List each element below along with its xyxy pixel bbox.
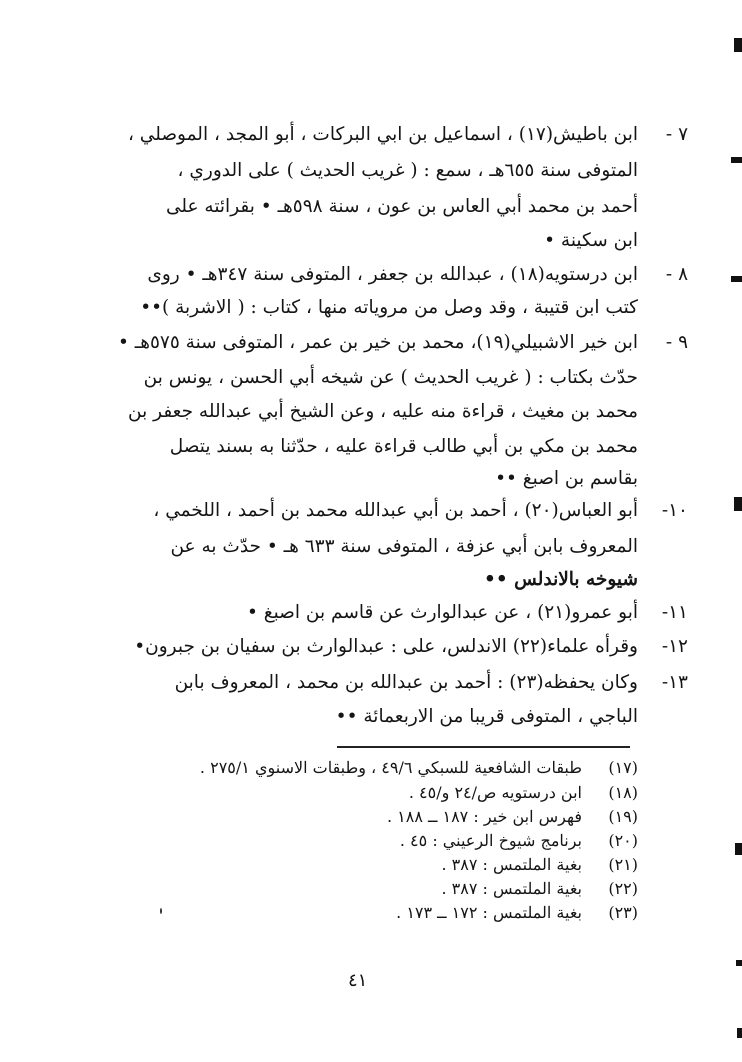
footnote-text: طبقات الشافعية للسبكي ٤٩/٦ ، وطبقات الاسنوي ٢٧٥/١ . <box>199 758 582 777</box>
footnote-number: (٢٣) <box>608 903 638 922</box>
footnote-number: (٢١) <box>608 855 638 874</box>
entry-number: ٧ - <box>665 124 688 145</box>
footnote-text: فهرس ابن خير : ١٨٧ ــ ١٨٨ . <box>386 807 582 826</box>
entry-number: ١٢- <box>661 636 688 657</box>
entry-line: المعروف بابن أبي عزفة ، المتوفى سنة ٦٣٣ هـ • حدّث به عن <box>170 536 638 557</box>
entry-line: الباجي ، المتوفى قريبا من الاربعمائة •• <box>335 706 638 727</box>
entry-line: ابن باطيش(١٧) ، اسماعيل بن ابي البركات ، أبو المجد ، الموصلي ، <box>127 124 638 145</box>
entry-number: ٨ - <box>665 264 688 285</box>
scan-edge-mark <box>737 1028 742 1038</box>
scan-edge-mark <box>735 843 742 855</box>
footnote-text: بغية الملتمس : ٣٨٧ . <box>441 879 582 898</box>
entry-line: محمد بن مغيث ، قراءة منه عليه ، وعن الشيخ أبي عبدالله جعفر بن <box>128 401 638 422</box>
entry-line: أبو العباس(٢٠) ، أحمد بن أبي عبدالله محمد بن أحمد ، اللخمي ، <box>153 500 638 521</box>
entry-line: بقاسم بن اصبغ •• <box>495 468 638 489</box>
scan-speck <box>160 908 162 914</box>
entry-number: ١١- <box>661 602 688 623</box>
entry-line: حدّث بكتاب : ( غريب الحديث ) عن شيخه أبي الحسن ، يونس بن <box>143 367 638 388</box>
page-number: ٤١ <box>348 970 368 991</box>
footnote-number: (٢٢) <box>608 879 638 898</box>
footnote-text: ابن درستويه ص/٢٤ و/٤٥ . <box>408 783 582 802</box>
entry-line: محمد بن مكي بن أبي طالب قراءة عليه ، حدّثنا به بسند يتصل <box>169 436 638 457</box>
footnote-number: (٢٠) <box>608 831 638 850</box>
footnote-text: برنامج شيوخ الرعيني : ٤٥ . <box>399 831 582 850</box>
footnote-divider <box>337 746 630 748</box>
footnote-text: بغية الملتمس : ١٧٢ ــ ١٧٣ . <box>396 903 582 922</box>
entry-number: ١٣- <box>661 672 688 693</box>
entry-line: ابن درستويه(١٨) ، عبدالله بن جعفر ، المتوفى سنة ٣٤٧هـ • روى <box>147 264 638 285</box>
footnote-number: (١٨) <box>608 783 638 802</box>
entry-line: أبو عمرو(٢١) ، عن عبدالوارث عن قاسم بن اصبغ • <box>246 602 638 623</box>
entry-line: وكان يحفظه(٢٣) : أحمد بن عبدالله بن محمد ، المعروف بابن <box>174 672 638 693</box>
entry-line: أحمد بن محمد أبي العاس بن عون ، سنة ٥٩٨هـ • بقرائته على <box>165 196 638 217</box>
entry-line: ابن سكينة • <box>544 230 638 251</box>
scan-edge-mark <box>731 157 742 163</box>
footnote-text: بغية الملتمس : ٣٨٧ . <box>441 855 582 874</box>
entry-line: ابن خير الاشبيلي(١٩)، محمد بن خير بن عمر ، المتوفى سنة ٥٧٥هـ • <box>118 332 638 353</box>
entry-line: شيوخه بالاندلس •• <box>484 569 638 590</box>
scan-edge-mark <box>734 497 742 511</box>
scan-edge-mark <box>731 276 742 282</box>
entry-line: كتب ابن قتيبة ، وقد وصل من مروياته منها ، كتاب : ( الاشربة )•• <box>140 297 638 318</box>
entry-line: وقرأه علماء(٢٢) الاندلس، على : عبدالوارث بن سفيان بن جبرون• <box>134 636 638 657</box>
entry-number: ١٠- <box>661 500 688 521</box>
entry-number: ٩ - <box>665 332 688 353</box>
footnote-number: (١٧) <box>608 758 638 777</box>
scan-edge-mark <box>734 38 742 52</box>
footnote-number: (١٩) <box>608 807 638 826</box>
scan-edge-mark <box>736 960 742 966</box>
entry-line: المتوفى سنة ٦٥٥هـ ، سمع : ( غريب الحديث ) على الدوري ، <box>177 160 638 181</box>
